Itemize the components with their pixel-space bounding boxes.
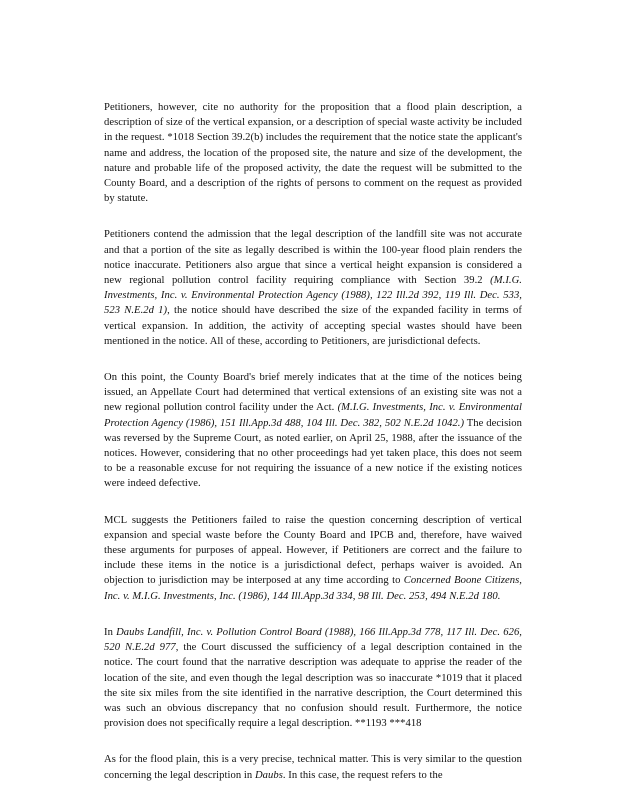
document-body: [104, 100, 522, 783]
body-text: , the notice should have described the size of the expanded facility in terms of vertical expansion. In addition, the activity of accepting special wastes should have been mentioned in the notice. All of these, according to Petitioners, are jurisdictional defects.: [104, 305, 522, 347]
citation-text: Concerned Boone Citizens, Inc. v. M.I.G. Investments, Inc. (1986), 144 Ill.App.3d 334, 98 Ill. Dec. 253, 494 N.E.2d 180.: [104, 575, 522, 602]
citation-text: Daubs Landfill, Inc. v. Pollution Control Board (1988), 166 Ill.App.3d 778, 117 Ill. Dec. 626, 520 N.E.2d 977: [104, 626, 522, 654]
paragraph-5: [104, 625, 522, 731]
body-text: On this point, the County Board's brief merely indicates that at the time of the notices being issued, an Appellate Court had determined that vertical extensions of an existing site was not a new regional pollution control facility under the Act.: [104, 372, 522, 414]
body-text: MCL suggests the Petitioners failed to raise the question concerning description of vertical expansion and special waste before the County Board and IPCB and, therefore, have waived these arguments for purposes of appeal. However, if Petitioners are correct and the failure to include these items in the notice is a jurisdictional defect, perhaps waiver is avoided. An objection to jurisdiction may be interposed at any time according to: [104, 514, 522, 587]
body-text: Petitioners, however, cite no authority for the proposition that a flood plain description, a description of size of the vertical expansion, or a description of special waste activity be included in the request. *1018 Section 39.2(b) includes the requirement that the notice state the applicant's name and address, the location of the proposed site, the nature and size of the development, the nature and probable life of the proposed activity, the date the request will be submitted to the County Board, and a description of the rights of persons to comment on the request as provided by statute.: [104, 102, 522, 205]
paragraph-3: [104, 370, 522, 492]
body-text: In: [104, 626, 117, 638]
body-text: . In this case, the request refers to the: [282, 769, 443, 781]
paragraph-2: [104, 227, 522, 349]
citation-text: (M.I.G. Investments, Inc. v. Environmental Protection Agency (1986), 151 Ill.App.3d 488, 104 Ill. Dec. 382, 502 N.E.2d 1042.): [104, 402, 523, 429]
body-text: As for the flood plain, this is a very precise, technical matter. This is very similar to the question concerning the legal description in: [104, 754, 522, 781]
body-text: Petitioners contend the admission that the legal description of the landfill site was not accurate and that a portion of the site as legally described is within the 100-year flood plain renders the notice inaccurate. Petitioners also argue that since a vertical height expansion is considered a new regional pollution control facility requiring compliance with Section 39.2: [104, 229, 522, 287]
body-text: , the Court discussed the sufficiency of a legal description contained in the notice. The court found that the narrative description was adequate to apprise the reader of the location of the site, and even though the legal description was so inaccurate *1019 that it placed the site six miles from the site identified in the narrative description, the Court determined this was such an obvious discrepancy that no confusion should result. Furthermore, the notice provision does not specifically require a legal description. **1193 ***418: [104, 642, 522, 730]
paragraph-1: [104, 100, 522, 206]
citation-text: (M.I.G. Investments, Inc. v. Environmental Protection Agency (1988), 122 Ill.2d 392, 119 Ill. Dec. 533, 523 N.E.2d 1): [104, 275, 522, 317]
paragraph-4: [104, 513, 522, 604]
citation-text: Daubs: [254, 769, 283, 781]
body-text: The decision was reversed by the Supreme Court, as noted earlier, on April 25, 1988, after the issuance of the notices. However, considering that no other proceedings had yet taken place, this does not seem to be a reasonable excuse for not requiring the issuance of a new notice if the existing notices were indeed defective.: [104, 417, 522, 490]
paragraph-6: [104, 752, 522, 782]
